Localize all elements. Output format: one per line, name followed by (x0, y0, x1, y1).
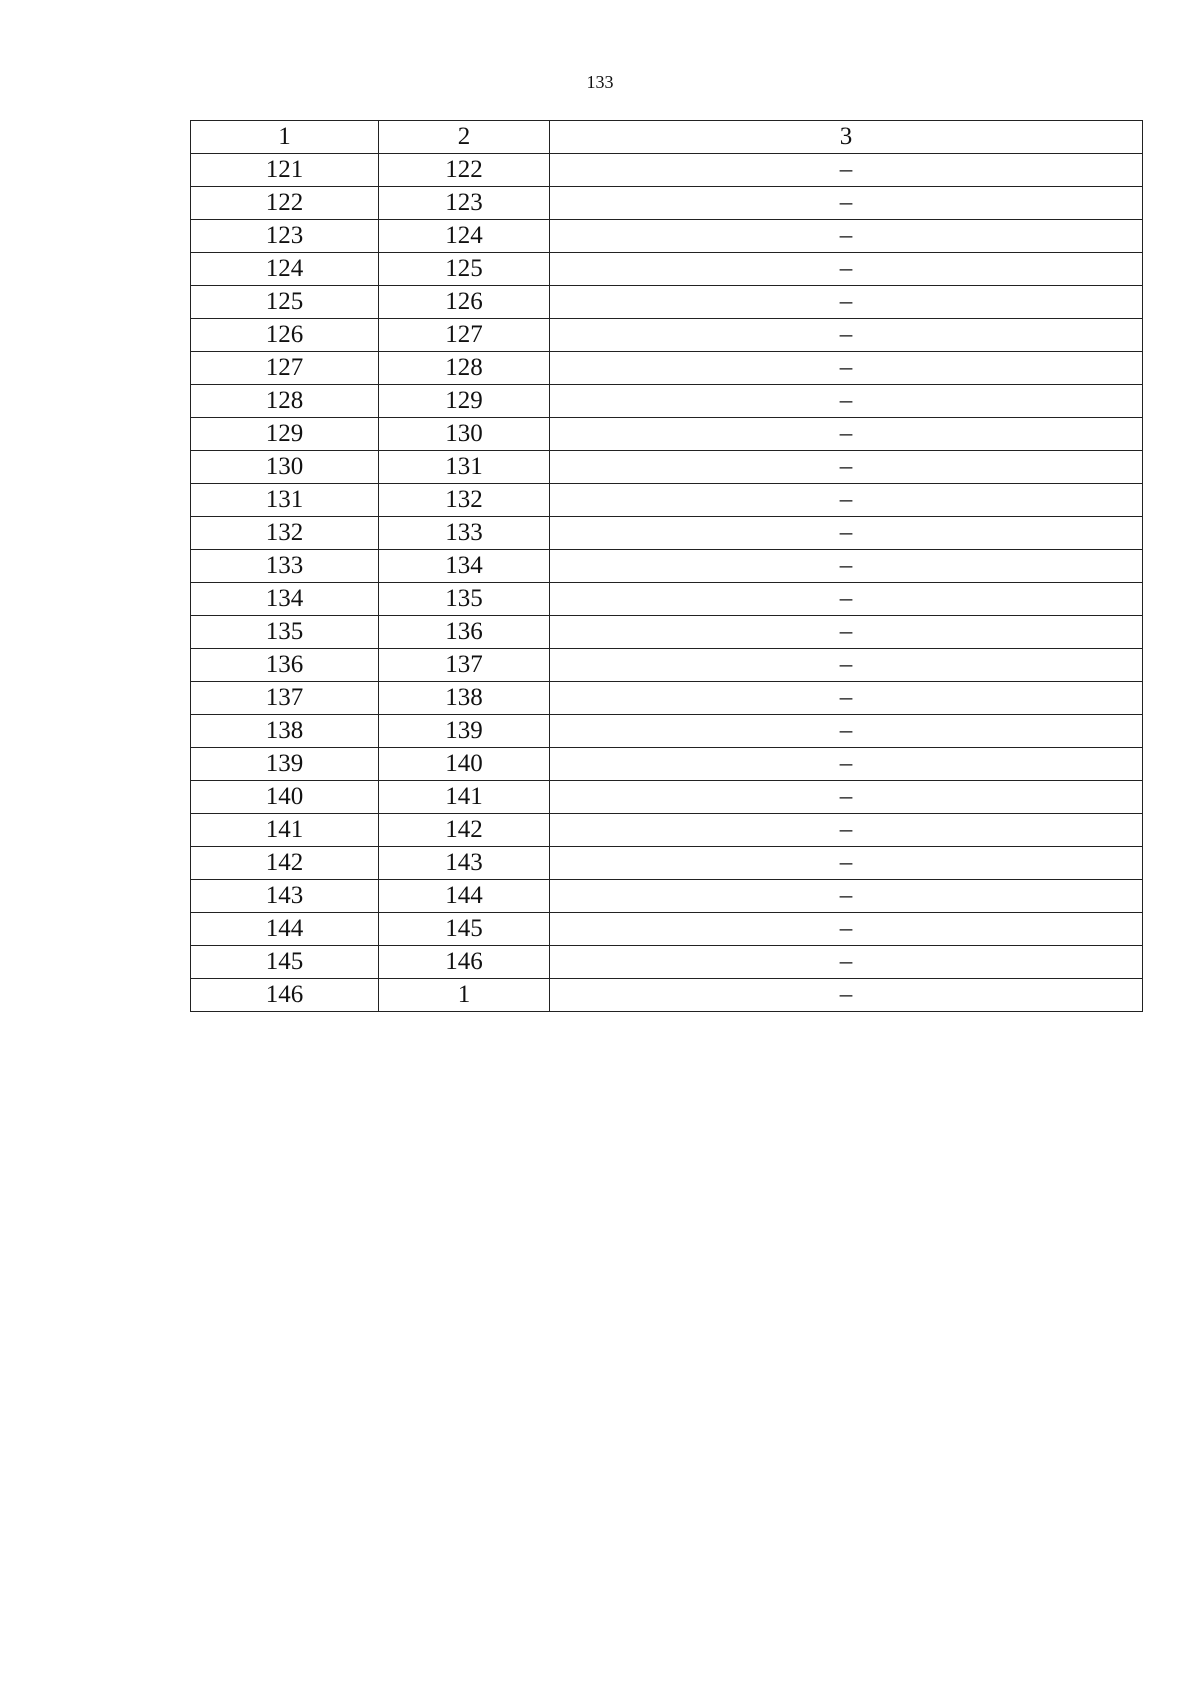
table-row (191, 517, 1143, 550)
table-cell-col-2: 139 (379, 715, 550, 748)
table-cell-col-3: – (550, 616, 1143, 649)
column-header-3: 3 (550, 121, 1143, 154)
data-table (190, 120, 1143, 1012)
table-cell-col-3: – (550, 847, 1143, 880)
table-cell-col-1: 133 (191, 550, 379, 583)
table-cell-col-2: 133 (379, 517, 550, 550)
table-cell-col-1: 143 (191, 880, 379, 913)
table-cell-col-2: 122 (379, 154, 550, 187)
table-cell-col-2: 145 (379, 913, 550, 946)
table-cell-col-2: 134 (379, 550, 550, 583)
table-cell-col-3: – (550, 583, 1143, 616)
table-row (191, 220, 1143, 253)
table-cell-col-3: – (550, 748, 1143, 781)
table-cell-col-1: 145 (191, 946, 379, 979)
table-row (191, 715, 1143, 748)
table-row (191, 352, 1143, 385)
table-header-row (191, 121, 1143, 154)
table-row (191, 583, 1143, 616)
table-row (191, 154, 1143, 187)
table-cell-col-3: – (550, 682, 1143, 715)
table-cell-col-1: 140 (191, 781, 379, 814)
table-cell-col-2: 123 (379, 187, 550, 220)
table-row (191, 847, 1143, 880)
table-cell-col-2: 141 (379, 781, 550, 814)
table-cell-col-1: 142 (191, 847, 379, 880)
table-cell-col-3: – (550, 451, 1143, 484)
table-row (191, 979, 1143, 1012)
table-cell-col-2: 131 (379, 451, 550, 484)
table-cell-col-2: 132 (379, 484, 550, 517)
table-cell-col-2: 127 (379, 319, 550, 352)
table-cell-col-3: – (550, 418, 1143, 451)
table-cell-col-1: 137 (191, 682, 379, 715)
table-row (191, 253, 1143, 286)
table-cell-col-3: – (550, 814, 1143, 847)
table-row (191, 649, 1143, 682)
table-cell-col-3: – (550, 352, 1143, 385)
table-cell-col-1: 125 (191, 286, 379, 319)
table-cell-col-1: 129 (191, 418, 379, 451)
table-cell-col-1: 121 (191, 154, 379, 187)
table-cell-col-3: – (550, 154, 1143, 187)
table-cell-col-1: 135 (191, 616, 379, 649)
table-body (191, 121, 1143, 1012)
table-row (191, 946, 1143, 979)
table-cell-col-3: – (550, 913, 1143, 946)
table-row (191, 880, 1143, 913)
table-row (191, 484, 1143, 517)
table-row (191, 781, 1143, 814)
table-cell-col-3: – (550, 385, 1143, 418)
table-row (191, 286, 1143, 319)
table-cell-col-1: 131 (191, 484, 379, 517)
table-cell-col-2: 135 (379, 583, 550, 616)
table-cell-col-2: 130 (379, 418, 550, 451)
table-row (191, 814, 1143, 847)
table-cell-col-3: – (550, 484, 1143, 517)
table-cell-col-1: 136 (191, 649, 379, 682)
table-row (191, 682, 1143, 715)
table-row (191, 319, 1143, 352)
table-cell-col-1: 141 (191, 814, 379, 847)
table-cell-col-3: – (550, 880, 1143, 913)
table-cell-col-1: 127 (191, 352, 379, 385)
table-cell-col-2: 143 (379, 847, 550, 880)
table-cell-col-2: 138 (379, 682, 550, 715)
table-cell-col-2: 126 (379, 286, 550, 319)
table-row (191, 187, 1143, 220)
table-cell-col-3: – (550, 253, 1143, 286)
table-cell-col-3: – (550, 286, 1143, 319)
table-cell-col-1: 123 (191, 220, 379, 253)
table-cell-col-3: – (550, 187, 1143, 220)
table-cell-col-2: 129 (379, 385, 550, 418)
table-cell-col-3: – (550, 550, 1143, 583)
table-cell-col-3: – (550, 715, 1143, 748)
table-cell-col-1: 124 (191, 253, 379, 286)
table-cell-col-1: 146 (191, 979, 379, 1012)
page-number: 133 (586, 72, 614, 92)
table-cell-col-1: 134 (191, 583, 379, 616)
table-cell-col-1: 138 (191, 715, 379, 748)
table-row (191, 616, 1143, 649)
table-cell-col-1: 128 (191, 385, 379, 418)
table-cell-col-2: 140 (379, 748, 550, 781)
table-cell-col-1: 126 (191, 319, 379, 352)
table-cell-col-3: – (550, 979, 1143, 1012)
table-cell-col-3: – (550, 781, 1143, 814)
table-cell-col-1: 122 (191, 187, 379, 220)
table-cell-col-1: 139 (191, 748, 379, 781)
table-cell-col-3: – (550, 319, 1143, 352)
column-header-1: 1 (191, 121, 379, 154)
table-cell-col-3: – (550, 220, 1143, 253)
table-cell-col-2: 144 (379, 880, 550, 913)
table-row (191, 550, 1143, 583)
table-cell-col-2: 137 (379, 649, 550, 682)
table-cell-col-2: 124 (379, 220, 550, 253)
table-cell-col-2: 128 (379, 352, 550, 385)
table-cell-col-2: 1 (379, 979, 550, 1012)
table-row (191, 913, 1143, 946)
table-cell-col-2: 146 (379, 946, 550, 979)
table-cell-col-2: 125 (379, 253, 550, 286)
column-header-2: 2 (379, 121, 550, 154)
table-row (191, 385, 1143, 418)
table-row (191, 451, 1143, 484)
table-cell-col-3: – (550, 649, 1143, 682)
table-row (191, 748, 1143, 781)
table-cell-col-2: 142 (379, 814, 550, 847)
table-cell-col-1: 132 (191, 517, 379, 550)
table-cell-col-1: 130 (191, 451, 379, 484)
table-cell-col-3: – (550, 517, 1143, 550)
table-cell-col-2: 136 (379, 616, 550, 649)
table-row (191, 418, 1143, 451)
table-cell-col-1: 144 (191, 913, 379, 946)
table-cell-col-3: – (550, 946, 1143, 979)
